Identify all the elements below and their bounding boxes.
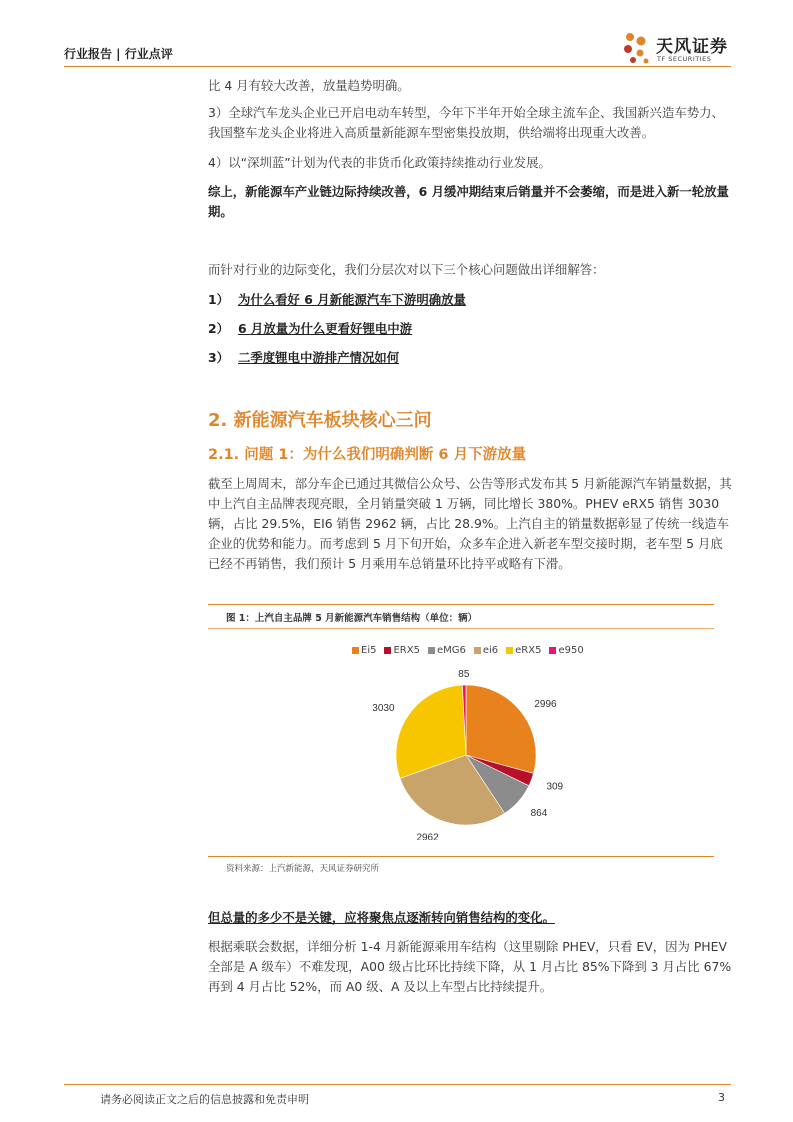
figure-title: 图 1：上汽自主品牌 5 月新能源汽车销售结构（单位：辆）: [226, 613, 478, 624]
question-number: 3）: [208, 350, 230, 365]
footer-disclaimer: 请务必阅读正文之后的信息披露和免责申明: [100, 1093, 309, 1106]
legend-label: ei6: [482, 645, 499, 656]
figure-source: 资料来源：上汽新能源，天风证券研究所: [226, 864, 380, 874]
pie-data-label: 309: [546, 781, 564, 793]
legend-label: Ei5: [361, 645, 377, 656]
logo-chinese-name: 天风证券: [656, 37, 728, 57]
logo-english-name: TF SECURITIES: [657, 55, 712, 63]
tf-securities-logo: [620, 30, 740, 70]
subsection-heading: 2.1. 问题 1：为什么我们明确判断 6 月下游放量: [208, 447, 527, 463]
page-number: 3: [718, 1091, 725, 1104]
report-category: 行业报告 | 行业点评: [64, 47, 173, 61]
pie-data-label: 2996: [534, 698, 557, 710]
header-divider: [64, 66, 731, 67]
paragraph: 而针对行业的边际变化，我们分层次对以下三个核心问题做出详细解答：: [208, 262, 605, 277]
paragraph: 3）全球汽车龙头企业已开启电动车转型，今年下半年开始全球主流车企、我国新兴造车势力、我国整车龙头企业将进入高质量新能源车型密集投放期，供给端将出现重大改善。: [208, 105, 724, 140]
figure-title-rule: [208, 628, 714, 629]
footer-divider: [64, 1084, 731, 1085]
legend-label: eMG6: [436, 645, 466, 656]
pie-chart: [340, 640, 640, 840]
question-link[interactable]: 为什么看好 6 月新能源汽车下游明确放量: [238, 292, 466, 307]
flower-logo-icon: [620, 30, 654, 70]
paragraph: 4）以“深圳蓝”计划为代表的非货币化政策持续推动行业发展。: [208, 155, 551, 170]
pie-data-label: 3030: [372, 703, 395, 715]
legend-label: eRX5: [515, 645, 542, 656]
paragraph: 根据乘联会数据，详细分析 1-4 月新能源乘用车结构（这里剔除 PHEV，只看 EV，因为 PHEV 全部是 A 级车）不难发现，A00 级占比环比持续下降，从 1 月占比 85%下降到 3 月占比 67%再到 4 月占比 52%，而 A0 级、A 及以上车型占比持续提升。: [208, 939, 732, 994]
question-link[interactable]: 二季度锂电中游排产情况如何: [238, 350, 400, 365]
section-heading: 2. 新能源汽车板块核心三问: [208, 410, 432, 431]
paragraph: 比 4 月有较大改善，放量趋势明确。: [208, 78, 410, 93]
summary-paragraph: 综上，新能源车产业链边际持续改善，6 月缓冲期结束后销量并不会萎缩，而是进入新一轮放量期。: [208, 184, 729, 219]
pie-data-label: 2962: [416, 832, 439, 840]
legend-label: ERX5: [393, 645, 420, 656]
figure-bottom-rule: [208, 856, 714, 857]
emphasis-text: 但总量的多少不是关键，应将聚焦点逐渐转向销售结构的变化。: [208, 910, 555, 925]
question-number: 1）: [208, 292, 230, 307]
question-number: 2）: [208, 321, 230, 336]
paragraph: 截至上周周末，部分车企已通过其微信公众号、公告等形式发布其 5 月新能源汽车销量数据，其中上汽自主品牌表现亮眼，全月销量突破 1 万辆，同比增长 380%。PHEV eRX5 销售 3030 辆，占比 29.5%，EI6 销售 2962 辆，占比 28.9%。上汽自主的销量数据彰显了传统一线造车企业的优势和能力。而考虑到 5 月下旬开始，众多车企进入新老车型交接时期，老车型 5 月底已经不再销售，我们预计 5 月乘用车总销量环比持平或略有下滑。: [208, 476, 732, 571]
question-link[interactable]: 6 月放量为什么更看好锂电中游: [238, 321, 413, 336]
figure-top-rule: [208, 604, 714, 605]
legend-label: e950: [558, 645, 584, 656]
pie-data-label: 864: [530, 807, 548, 819]
pie-data-label: 85: [458, 669, 470, 681]
emphasis-paragraph: [208, 908, 732, 928]
